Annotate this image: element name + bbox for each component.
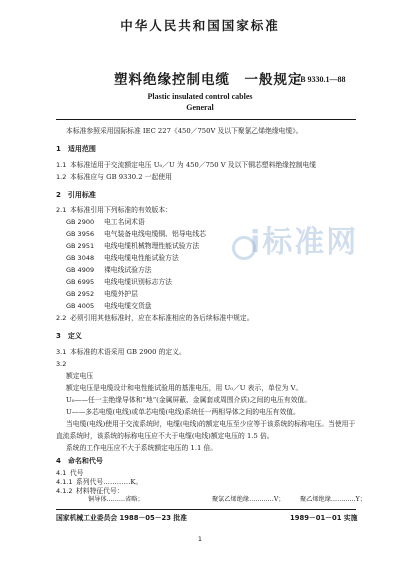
clause-number: 2.2	[56, 314, 67, 322]
clause-text: 本标准引用下列标准的有效版本：	[70, 206, 172, 214]
clause-number: 4.1	[56, 469, 67, 477]
clause-number: 4.1.2	[56, 487, 73, 495]
clause-text: 本标准应与 GB 9330.2 一起使用	[70, 173, 172, 181]
ref-name: 电线电缆识别标志方法	[104, 278, 172, 286]
clause-number: 4.1.1	[56, 478, 73, 486]
title-chinese: 塑料绝缘控制电缆 一般规定	[114, 72, 303, 88]
section-4-heading: 4 命名和代号	[56, 457, 103, 465]
clause-text: 必须引用其他标准时，应在本标准相应的各后续标准中规定。	[70, 314, 254, 322]
ref-code: GB 6995	[66, 278, 95, 286]
ref-code: GB 3956	[66, 230, 95, 238]
definition-line: 系统的工作电压应不大于系统额定电压的 1.1 倍。	[66, 444, 218, 452]
issuing-org: 中华人民共和国国家标准	[120, 18, 280, 33]
clause-number: 1.1	[56, 161, 67, 169]
definition-line: U₀——任一主绝缘导体和“地”(金属屏蔽、金属套或周围介质)之间的电压有效值。	[66, 396, 312, 404]
ref-name: 电工名词术语	[104, 218, 145, 226]
standard-number: GB 9330.1—88	[294, 75, 346, 84]
ref-name: 电线电缆机械物理性能试验方法	[104, 242, 200, 250]
page-number: 1	[197, 535, 203, 543]
section-1-heading: 1 适用范围	[56, 145, 96, 153]
footer-rule	[56, 509, 356, 510]
list-item: 聚乙烯绝缘…………Y；	[300, 496, 366, 503]
title-english-sub: General	[186, 103, 214, 112]
section-3-heading: 3 定义	[56, 332, 82, 340]
clause-text: 系列代号…………K。	[76, 478, 143, 486]
ref-name: 电线电缆交货盘	[104, 302, 152, 310]
ref-name: 电缆外护层	[104, 290, 138, 298]
header-rule	[56, 119, 356, 120]
ref-code: GB 4005	[66, 302, 95, 310]
ref-name: 裸电线试验方法	[104, 266, 152, 274]
title-english: Plastic insulated control cables	[147, 92, 253, 101]
clause-number: 3.1	[56, 348, 67, 356]
clause-title: 额定电压	[66, 372, 94, 380]
clause-number: 2.1	[56, 206, 67, 214]
effective-date: 1989－01－01 实施	[290, 514, 358, 522]
definition-line: 直流系统时，该系统的标称电压应不大于电缆(电线)额定电压的 1.5 倍。	[56, 432, 274, 440]
section-2-heading: 2 引用标准	[56, 191, 96, 199]
definition-line: 额定电压是电缆设计和电性能试验用的基准电压，用 U₀／U 表示，单位为 V。	[66, 384, 303, 392]
ref-code: GB 2951	[66, 242, 95, 250]
approval-note: 国家机械工业委员会 1988－05－23 批准	[56, 514, 187, 522]
ref-name: 电线电缆电性能试验方法	[104, 254, 179, 262]
list-item: 聚氯乙烯绝缘…………V；	[212, 496, 285, 503]
intro-text: 本标准参照采用国际标准 IEC 227《450／750V 及以下聚氯乙烯绝缘电缆》。	[66, 127, 303, 135]
clause-number: 3.2	[56, 360, 67, 368]
ref-code: GB 3048	[66, 254, 95, 262]
definition-line: 当电缆(电线)使用于交流系统时，电缆(电线)的额定电压至少应等于该系统的标称电压。当使用于	[66, 420, 356, 428]
clause-text: 本标准的术语采用 GB 2900 的定义。	[70, 348, 186, 356]
ref-name: 电气装备电线电缆铜、铝导电线芯	[104, 230, 206, 238]
ref-code: GB 4909	[66, 266, 95, 274]
clause-text: 本标准适用于交流额定电压 U₀／U 为 450／750 V 及以下铜芯塑料绝缘控制电缆	[70, 161, 317, 169]
ref-code: GB 2952	[66, 290, 95, 298]
ref-code: GB 2900	[66, 218, 95, 226]
definition-line: U——多芯电缆(电线)或单芯电缆(电线)系统任一两相导体之间的电压有效值。	[66, 408, 300, 416]
watermark: i标准网	[250, 225, 359, 260]
list-item: 铜导体………省略；	[88, 496, 144, 503]
clause-text: 材料特征代号：	[76, 487, 124, 495]
clause-text: 代号	[70, 469, 84, 477]
clause-number: 1.2	[56, 173, 67, 181]
